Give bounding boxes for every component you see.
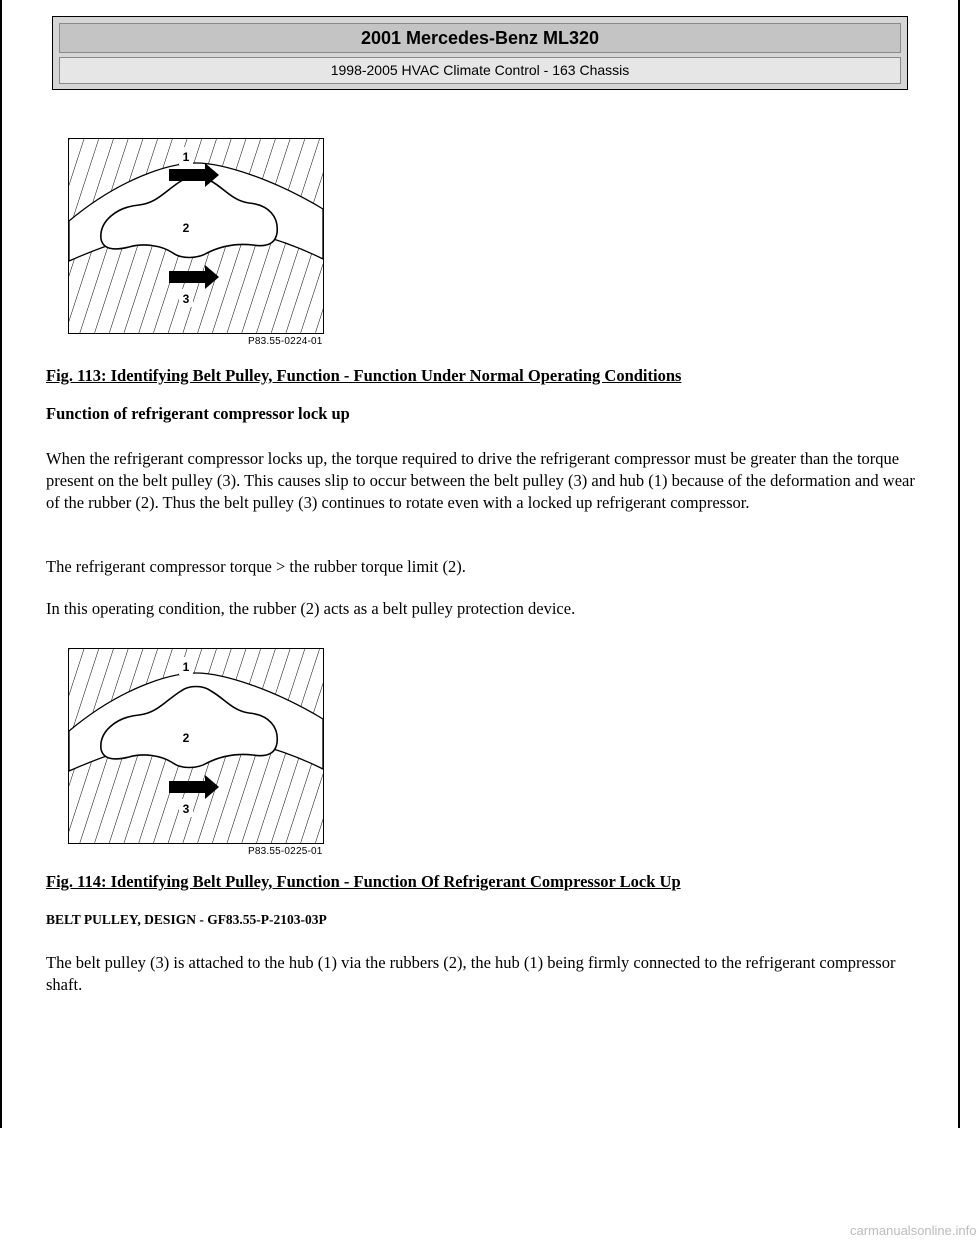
figure-114-illustration — [68, 648, 324, 844]
header-subtitle: 1998-2005 HVAC Climate Control - 163 Chassis — [59, 57, 901, 84]
heading-design: BELT PULLEY, DESIGN - GF83.55-P-2103-03P — [46, 912, 327, 927]
caption-fig-114: Fig. 114: Identifying Belt Pulley, Function - Function Of Refrigerant Compressor Lock Up — [46, 872, 681, 891]
figure-113-illustration — [68, 138, 324, 334]
header-title: 2001 Mercedes-Benz ML320 — [59, 23, 901, 53]
paragraph-lockup: When the refrigerant compressor locks up, the torque required to drive the refrigerant compressor must be greater than the torque present on the belt pulley (3). This causes slip to occur between the belt pulley (3) and hub (1) because of the deformation and wear of the rubber (2). Thus the belt pulley (3) continues to rotate even with a locked up refrigerant compressor. — [46, 449, 915, 512]
figure-113-code: P83.55-0224-01 — [248, 336, 323, 347]
paragraph-design: The belt pulley (3) is attached to the hub (1) via the rubbers (2), the hub (1) being firmly connected to the refrigerant compressor shaft. — [46, 953, 896, 994]
label-rubber: 2 — [182, 731, 190, 745]
page-border-left — [0, 0, 2, 1128]
label-hub: 1 — [182, 660, 190, 674]
label-pulley: 3 — [182, 292, 190, 306]
paragraph-protection: In this operating condition, the rubber (2) acts as a belt pulley protection device. — [46, 599, 576, 618]
document-header — [52, 16, 908, 90]
caption-fig-113: Fig. 113: Identifying Belt Pulley, Function - Function Under Normal Operating Conditions — [46, 366, 682, 385]
heading-lockup: Function of refrigerant compressor lock up — [46, 404, 350, 423]
footer-watermark[interactable]: carmanualsonline.info — [850, 1223, 976, 1238]
label-pulley: 3 — [182, 802, 190, 816]
paragraph-torque: The refrigerant compressor torque > the rubber torque limit (2). — [46, 557, 466, 576]
figure-114-code: P83.55-0225-01 — [248, 846, 323, 857]
label-rubber: 2 — [182, 221, 190, 235]
page-border-right — [958, 0, 960, 1128]
label-hub: 1 — [182, 150, 190, 164]
